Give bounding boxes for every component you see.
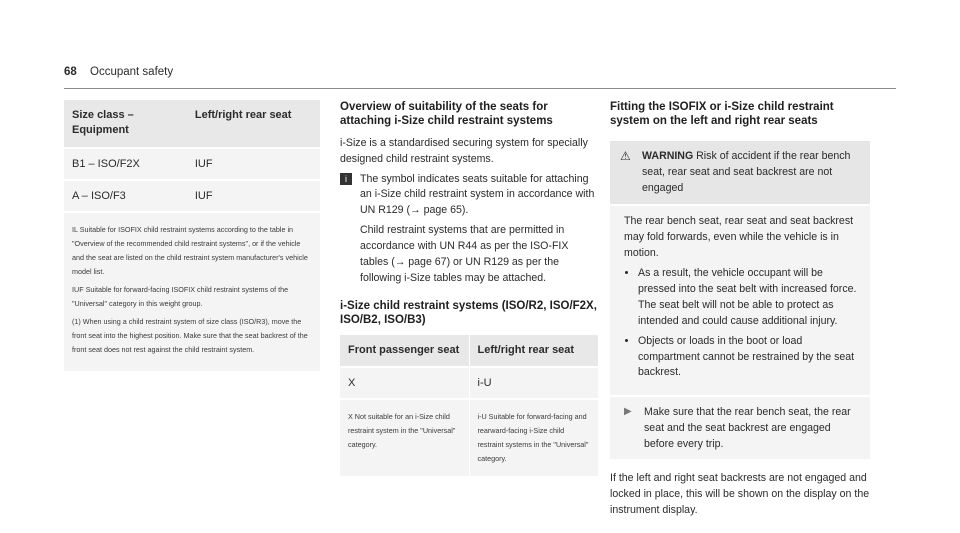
symbol-description: The symbol indicates seats suitable for attaching an i-Size child restraint system in accordance with UN R129 (→ page 65). (360, 172, 595, 217)
isize-table (340, 335, 598, 479)
header-divider (64, 88, 896, 89)
table-header-size-class: Size class – Equipment (64, 100, 187, 148)
page-header (64, 66, 173, 78)
isize-overview-column (340, 100, 598, 478)
isize-symbol-row (340, 172, 598, 220)
table-cell: i-U (469, 367, 598, 399)
list-item: • As a result, the vehicle occupant will be pressed into the seat belt with increased force. The seat belt will not be able to protect as intended and could cause additional injury. (638, 266, 860, 330)
overview-intro: i-Size is a standardised securing system for specially designed child restraint systems. (340, 136, 588, 165)
table-cell: B1 – ISO/F2X (64, 148, 187, 180)
table-row (64, 180, 320, 212)
action-arrow-icon: ▶ (624, 406, 632, 418)
isize-table-heading: i-Size child restraint systems (ISO/R2, ISO/F2X, ISO/B2, ISO/B3) (340, 299, 597, 327)
table-header-rear-seat: Left/right rear seat (187, 100, 320, 148)
table-header-front-passenger: Front passenger seat (340, 335, 469, 367)
isofix-table (64, 100, 320, 373)
warning-box (610, 141, 870, 207)
overview-heading: Overview of suitability of the seats for attaching i-Size child restraint systems (340, 101, 553, 128)
warning-block (610, 141, 870, 459)
warning-body (610, 206, 870, 395)
table-cell: A – ISO/F3 (64, 180, 187, 212)
table-notes (64, 212, 320, 372)
warning-explanation: The rear bench seat, rear seat and seat backrest may fold forwards, even while the vehicle is in motion. (624, 215, 854, 260)
overview-paragraph: Child restraint systems that are permitted in accordance with UN R44 as per the ISO-FIX tables (→ page 67) or UN R129 as per the following i-Size tables may be attached. (360, 224, 569, 284)
table-cell: IUF (187, 148, 320, 180)
table-note: IUF Suitable for forward-facing ISOFIX child restraint systems of the "Universal" category in this weight group. (72, 284, 289, 308)
table-header-rear-seat: Left/right rear seat (469, 335, 598, 367)
action-step (610, 395, 870, 459)
table-note: X Not suitable for an i-Size child restraint system in the "Universal" category. (340, 399, 469, 477)
table-note: (1) When using a child restraint system of size class (ISO/R3), move the front seat into the highest position. Make sure that the seat backrest of the front seat does not rest against the child restraint system. (72, 316, 308, 355)
fitting-column (610, 100, 870, 523)
table-header-row (340, 335, 598, 367)
section-title: Occupant safety (90, 66, 174, 78)
fitting-heading: Fitting the ISOFIX or i-Size child restraint system on the left and right rear seats (610, 101, 834, 128)
warning-bullet-list (624, 266, 860, 381)
table-row (64, 148, 320, 180)
isofix-table-column (64, 100, 320, 373)
table-row (340, 367, 598, 399)
warning-text (642, 149, 860, 197)
table-note: i-U Suitable for forward-facing and rearward-facing i-Size child restraint systems in the "Universal" category. (469, 399, 598, 477)
action-text: Make sure that the rear bench seat, the rear seat and the seat backrest are engaged before every trip. (644, 406, 851, 451)
table-cell: X (340, 367, 469, 399)
page-number: 68 (64, 66, 77, 78)
list-item: • Objects or loads in the boot or load compartment cannot be restrained by the seat backrest. (638, 334, 860, 382)
warning-triangle-icon: ⚠ (620, 148, 631, 163)
table-note: IL Suitable for ISOFIX child restraint systems according to the table in "Overview of the recommended child restraint systems", or if the vehicle and the seat are listed on the child restraint system manufacturer's vehicle model list. (72, 224, 308, 276)
warning-label: WARNING (642, 149, 694, 162)
table-notes-row (64, 212, 320, 372)
table-notes-row (340, 399, 598, 477)
table-cell: IUF (187, 180, 320, 212)
table-header-row (64, 100, 320, 148)
isize-seat-icon: i (340, 173, 352, 185)
closing-paragraph: If the left and right seat backrests are not engaged and locked in place, this will be shown on the display on the instrument display. (610, 472, 870, 516)
warning-description: Risk of accident if the rear bench seat, rear seat and seat backrest are not engaged (642, 149, 851, 194)
